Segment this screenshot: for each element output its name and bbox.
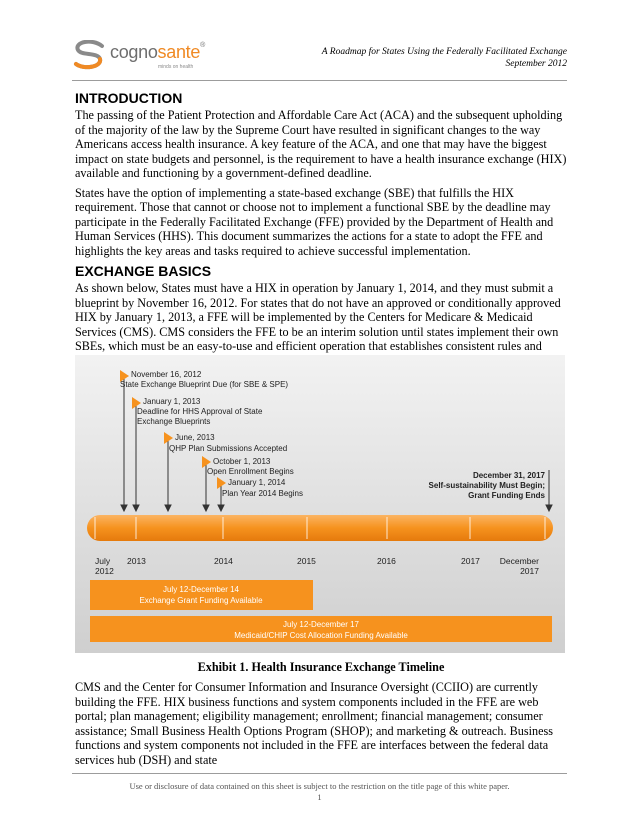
funding-2-desc: Medicaid/CHIP Cost Allocation Funding Available [234,631,408,640]
basics-paragraph-1: As shown below, States must have a HIX in operation by January 1, 2014, and they must submit a blueprint by November 16, 2012. For states that do not have an approved or conditionally approved HIX by January 1, 2013, a FFE will be implemented by the Centers for Medicare & Medicaid Services (CMS). CMS considers the FFE to be an interim solution until states implement their own SBEs, which must be an easy-to-use and efficient operation that establishes consistent rules and [75,281,561,353]
basics-heading: EXCHANGE BASICS [75,263,212,279]
header-doc-info [322,46,567,70]
event-3-desc: QHP Plan Submissions Accepted [169,444,288,453]
funding-1-desc: Exchange Grant Funding Available [139,596,263,605]
axis-start-year: 2012 [95,566,114,576]
timeline-bar [87,515,553,541]
timeline-graphic [75,355,565,653]
axis-2015: 2015 [297,556,316,566]
logo-tagline: minds on health [158,64,194,70]
exhibit-caption: Exhibit 1. Health Insurance Exchange Timeline [197,660,445,674]
page-footer [72,781,567,803]
event-4-desc: Open Enrollment Begins [207,467,294,476]
footer-divider [72,773,567,774]
axis-end-month: December [499,556,539,566]
logo-name-a: cogno [110,42,158,62]
axis-2016: 2016 [377,556,396,566]
axis-start-month: July [95,556,111,566]
event-2-date: January 1, 2013 [143,397,201,406]
logo-registered: ® [200,42,205,49]
event-3-date: June, 2013 [175,433,215,442]
axis-2013: 2013 [127,556,146,566]
event-2-desc-2: Exchange Blueprints [137,417,211,426]
logo-wordmark [110,42,205,63]
milestone-desc-2: Grant Funding Ends [468,491,545,500]
header-divider [72,80,567,81]
axis-end-year: 2017 [520,566,539,576]
milestone-desc-1: Self-sustainability Must Begin; [428,481,545,490]
intro-heading: INTRODUCTION [75,90,183,106]
axis-2014: 2014 [214,556,233,566]
doc-title: A Roadmap for States Using the Federally Facilitated Exchange [321,47,567,57]
footer-notice: Use or disclosure of data contained on this sheet is subject to the restriction on the title page of this white paper. [129,781,510,791]
swirl-logo-icon [72,40,108,70]
funding-1-dates: July 12-December 14 [162,585,240,594]
page-number: 1 [317,792,322,802]
event-5-date: January 1, 2014 [228,478,286,487]
event-1-desc: State Exchange Blueprint Due (for SBE & SPE) [120,380,289,389]
after-paragraph-1: CMS and the Center for Consumer Information and Insurance Oversight (CCIIO) are currently building the FFE. HIX business functions and system components included in the FFE are web portal; plan management; eligibility management; enrollment; financial management; consumer assistance; Small Business Health Options Program (SHOP); and marketing & outreach. Business functions and system components not included in the FFE are interfaces between the federal data services hub (DSH) and state [75,680,553,767]
event-4-date: October 1, 2013 [213,457,271,466]
funding-2-dates: July 12-December 17 [282,620,360,629]
main-content [75,86,567,373]
page-header [72,38,567,78]
milestone-date: December 31, 2017 [472,471,545,480]
event-1-date: November 16, 2012 [131,370,202,379]
company-logo [72,38,212,74]
event-2-desc: Deadline for HHS Approval of State [137,407,263,416]
intro-paragraph-2: States have the option of implementing a state-based exchange (SBE) that fulfills the HIX requirement. Those that cannot or choose not to implement a functional SBE by the deadline may participate in the Federally Facilitated Exchange (FFE) provided by the Department of Health and Human Services (HHS). This document summarizes the actions for a state to adopt the FFE and highlights the key areas and tasks required to achieve successful implementation. [75,185,554,258]
exchange-timeline-exhibit [75,355,565,653]
event-5-desc: Plan Year 2014 Begins [222,489,303,498]
intro-paragraph-1: The passing of the Patient Protection and Affordable Care Act (ACA) and the subsequent upholding of the majority of the law by the Supreme Court have resulted in significant changes to the way Americans access health insurance. A key feature of the ACA, and one that may have the biggest impact on state budgets and personnel, is the requirement to have a health insurance exchange (HIX) available and functioning by a government-defined deadline. [75,108,567,180]
axis-2017: 2017 [461,556,480,566]
logo-name-b: sante [157,42,201,62]
post-exhibit-content [75,680,567,772]
doc-date: September 2012 [505,59,567,69]
